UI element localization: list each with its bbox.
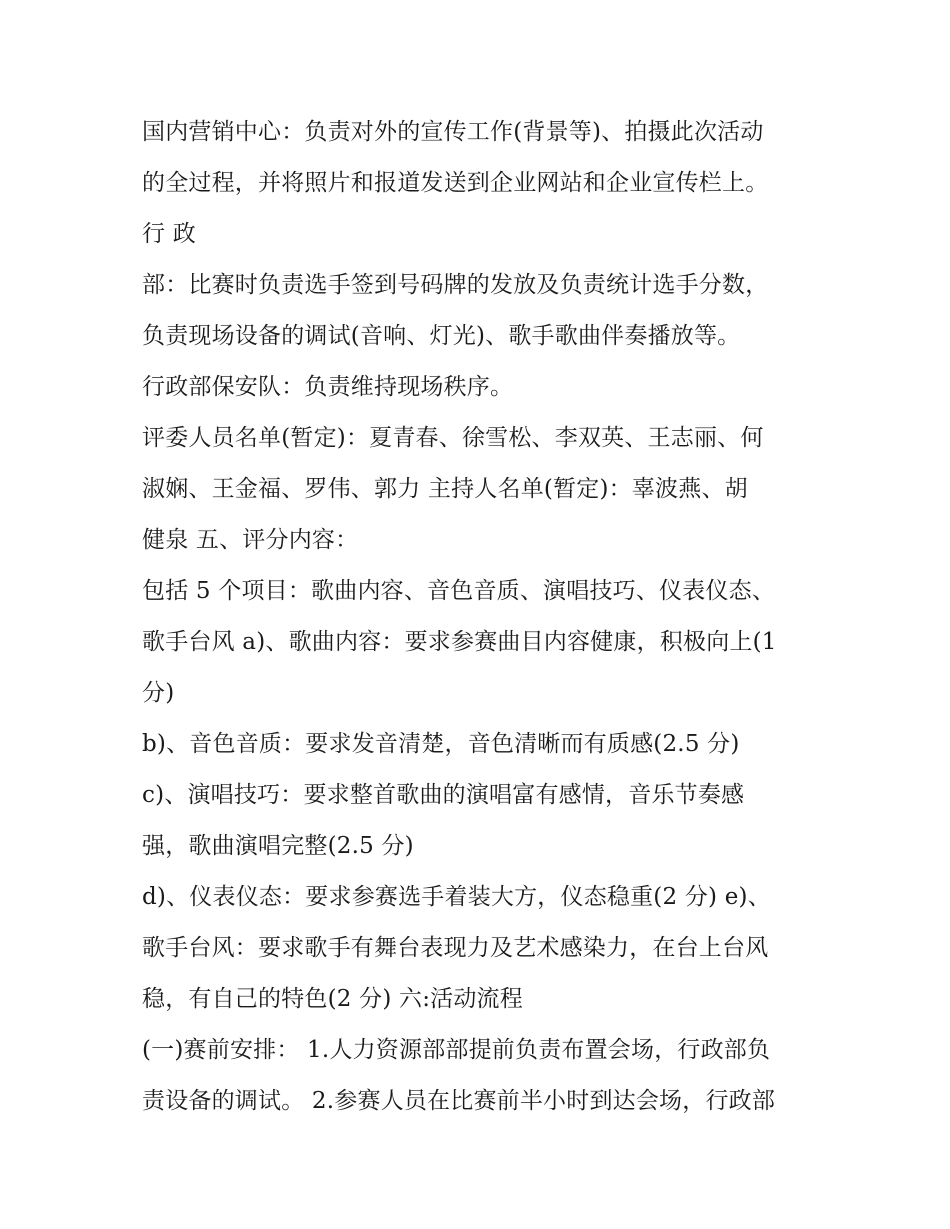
text-line: 评委人员名单(暂定)：夏青春、徐雪松、李双英、王志丽、何 bbox=[142, 425, 764, 451]
text-line: 行政部保安队：负责维持现场秩序。 bbox=[142, 374, 514, 400]
text-line: 包括 5 个项目：歌曲内容、音色音质、演唱技巧、仪表仪态、 bbox=[142, 578, 776, 604]
text-line: 淑娴、王金福、罗伟、郭力 主持人名单(暂定)：辜波燕、胡 bbox=[142, 476, 748, 502]
text-line: 行 政 bbox=[142, 221, 196, 247]
text-line: 责设备的调试。 2.参赛人员在比赛前半小时到达会场，行政部 bbox=[142, 1088, 776, 1114]
text-line: 国内营销中心：负责对外的宣传工作(背景等)、拍摄此次活动 bbox=[142, 119, 764, 145]
text-line: 歌手台风 a)、歌曲内容：要求参赛曲目内容健康，积极向上(1 bbox=[142, 629, 777, 655]
text-line: 健泉 五、评分内容： bbox=[142, 527, 359, 553]
text-line: 歌手台风：要求歌手有舞台表现力及艺术感染力，在台上台风 bbox=[142, 935, 769, 961]
text-line: 负责现场设备的调试(音响、灯光)、歌手歌曲伴奏播放等。 bbox=[142, 323, 741, 349]
text-line: 的全过程，并将照片和报道发送到企业网站和企业宣传栏上。 bbox=[142, 170, 769, 196]
text-line: 分) bbox=[142, 680, 175, 706]
document-body bbox=[142, 107, 822, 1127]
text-line: (一)赛前安排： 1.人力资源部部提前负责布置会场，行政部负 bbox=[142, 1037, 771, 1063]
text-line: b)、音色音质：要求发音清楚，音色清晰而有质感(2.5 分) bbox=[142, 731, 740, 757]
text-line: 稳，有自己的特色(2 分) 六:活动流程 bbox=[142, 986, 523, 1012]
text-line: 部：比赛时负责选手签到号码牌的发放及负责统计选手分数， bbox=[142, 272, 769, 298]
text-line: 强，歌曲演唱完整(2.5 分) bbox=[142, 833, 414, 859]
text-line: d)、仪表仪态：要求参赛选手着装大方，仪态稳重(2 分) e)、 bbox=[142, 884, 771, 910]
text-line: c)、演唱技巧：要求整首歌曲的演唱富有感情，音乐节奏感 bbox=[142, 782, 745, 808]
